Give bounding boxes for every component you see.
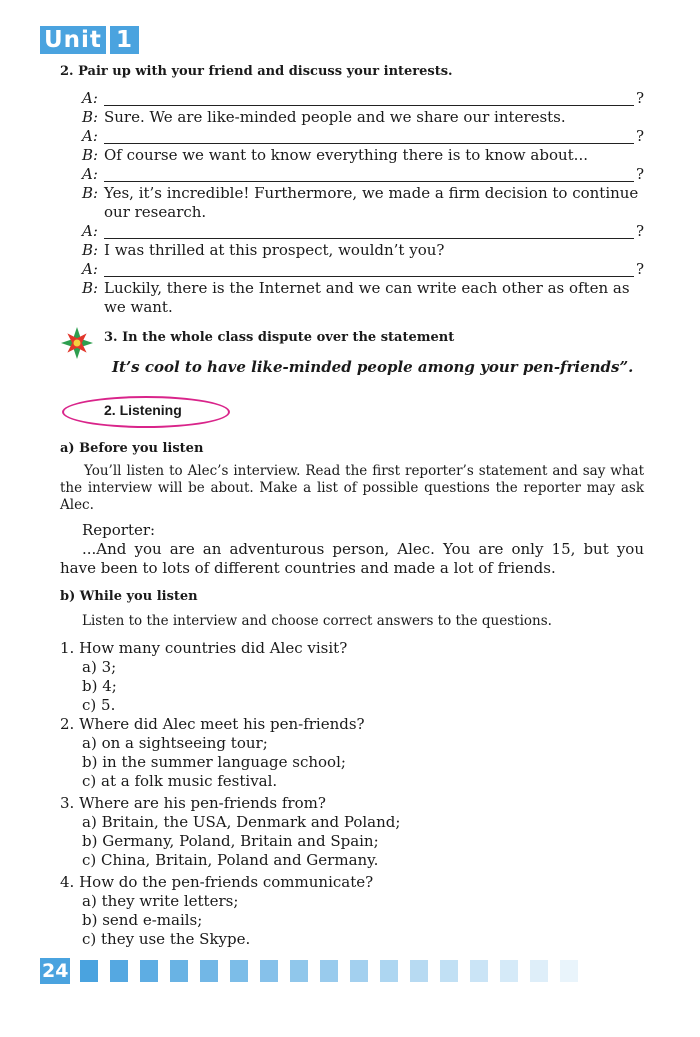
task-3-heading: 3. In the whole class dispute over the statement	[104, 330, 455, 345]
speaker-b: B:	[82, 108, 99, 126]
dialog-b-text: Sure. We are like-minded people and we share our interests.	[104, 108, 566, 126]
answer-option[interactable]: c) at a folk music festival.	[82, 772, 278, 790]
question-block	[60, 639, 347, 715]
question-text: 4. How do the pen-friends communicate?	[60, 873, 374, 891]
footer-square	[470, 960, 488, 982]
star-icon	[60, 326, 94, 360]
footer-square	[290, 960, 308, 982]
answer-blank[interactable]	[104, 262, 634, 277]
reporter-text: ...And you are an adventurous person, Alec. You are only 15, but you have been to lots of different countries and made a lot of friends.	[60, 540, 644, 577]
answer-option[interactable]: b) Germany, Poland, Britain and Spain;	[82, 832, 379, 850]
footer-square	[530, 960, 548, 982]
footer-square	[260, 960, 278, 982]
while-heading: b) While you listen	[60, 589, 198, 604]
question-block	[60, 873, 373, 949]
dialog-line-a	[82, 127, 644, 146]
footer-square	[410, 960, 428, 982]
answer-blank[interactable]	[104, 129, 634, 144]
dialog-line-a	[82, 260, 644, 279]
speaker-a: A:	[82, 260, 98, 278]
dialog-line-b	[82, 108, 644, 127]
question-mark: ?	[635, 127, 644, 145]
dialog-b-text: Of course we want to know everything there is to know about...	[104, 146, 588, 164]
answer-option[interactable]: a) Britain, the USA, Denmark and Poland;	[82, 813, 401, 831]
answer-option[interactable]: a) they write letters;	[82, 892, 239, 910]
speaker-a: A:	[82, 165, 98, 183]
answer-option[interactable]: c) 5.	[82, 696, 116, 714]
answer-blank[interactable]	[104, 167, 634, 182]
answer-option[interactable]: b) send e-mails;	[82, 911, 203, 929]
footer-square	[170, 960, 188, 982]
footer-square	[440, 960, 458, 982]
section-title: 2. Listening	[104, 402, 182, 418]
unit-number: 1	[110, 26, 139, 54]
speaker-a: A:	[82, 127, 98, 145]
question-text: 2. Where did Alec meet his pen-friends?	[60, 715, 365, 733]
dialog-line-a	[82, 165, 644, 184]
unit-badge	[40, 26, 139, 54]
answer-blank[interactable]	[104, 224, 634, 239]
before-text: You’ll listen to Alec’s interview. Read the first reporter’s statement and say what the interview will be about. Make a list of possible questions the reporter may ask Alec.	[60, 463, 644, 513]
speaker-b: B:	[82, 241, 99, 259]
answer-option[interactable]: b) in the summer language school;	[82, 753, 346, 771]
footer-square	[560, 960, 578, 982]
question-block	[60, 794, 400, 870]
question-mark: ?	[635, 260, 644, 278]
answer-option[interactable]: b) 4;	[82, 677, 117, 695]
answer-blank[interactable]	[104, 91, 634, 106]
decorative-squares	[80, 960, 578, 982]
question-mark: ?	[635, 222, 644, 240]
dialog-line-b	[82, 184, 644, 222]
speaker-b: B:	[82, 184, 99, 202]
task-2-heading: 2. Pair up with your friend and discuss your interests.	[60, 64, 453, 79]
unit-word: Unit	[40, 26, 106, 54]
speaker-a: A:	[82, 89, 98, 107]
answer-option[interactable]: a) 3;	[82, 658, 117, 676]
speaker-b: B:	[82, 279, 99, 297]
dialog-line-a	[82, 89, 644, 108]
footer-square	[200, 960, 218, 982]
dialog-b-text: Luckily, there is the Internet and we can write each other as often as	[104, 279, 630, 297]
dialog-b-continuation: we want.	[104, 298, 173, 316]
dialog-b-text: Yes, it’s incredible! Furthermore, we made a firm decision to continue	[104, 184, 639, 202]
question-mark: ?	[635, 165, 644, 183]
footer-square	[320, 960, 338, 982]
dialog-line-b	[82, 279, 644, 317]
page-footer	[40, 958, 578, 984]
speaker-a: A:	[82, 222, 98, 240]
question-text: 3. Where are his pen-friends from?	[60, 794, 326, 812]
speaker-b: B:	[82, 146, 99, 164]
footer-square	[500, 960, 518, 982]
footer-square	[80, 960, 98, 982]
before-heading: a) Before you listen	[60, 441, 204, 456]
dialog-line-a	[82, 222, 644, 241]
footer-square	[140, 960, 158, 982]
footer-square	[110, 960, 128, 982]
answer-option[interactable]: c) China, Britain, Poland and Germany.	[82, 851, 379, 869]
footer-square	[230, 960, 248, 982]
question-block	[60, 715, 365, 791]
footer-square	[350, 960, 368, 982]
answer-option[interactable]: a) on a sightseeing tour;	[82, 734, 268, 752]
answer-option[interactable]: c) they use the Skype.	[82, 930, 251, 948]
footer-square	[380, 960, 398, 982]
statement-quote: It’s cool to have like-minded people among your pen-friends”.	[112, 358, 634, 376]
page-number: 24	[42, 960, 69, 982]
question-text: 1. How many countries did Alec visit?	[60, 639, 348, 657]
while-instruction: Listen to the interview and choose correct answers to the questions.	[82, 613, 552, 629]
dialog-b-continuation: our research.	[104, 203, 207, 221]
dialog-b-text: I was thrilled at this prospect, wouldn’t you?	[104, 241, 445, 259]
question-mark: ?	[635, 89, 644, 107]
dialog-line-b	[82, 146, 644, 165]
reporter-label: Reporter:	[82, 521, 156, 539]
dialog-line-b	[82, 241, 644, 260]
